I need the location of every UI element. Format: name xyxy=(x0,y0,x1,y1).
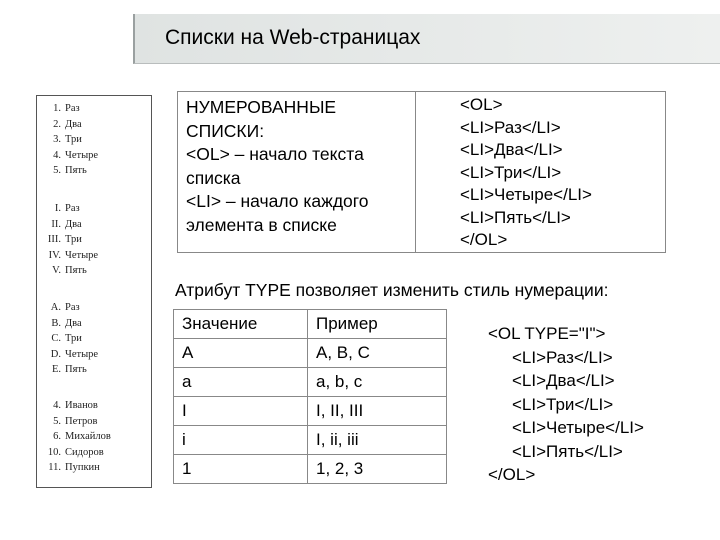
table-cell: 1 xyxy=(174,455,308,484)
table-cell: a xyxy=(174,368,308,397)
code-line: <LI>Пять</LI> xyxy=(460,207,571,227)
table-cell: A, B, C xyxy=(308,339,447,368)
code-line: <LI>Три</LI> xyxy=(460,162,562,182)
list-item: III. Три xyxy=(47,234,82,245)
list-item: II. Два xyxy=(51,218,82,230)
table-row xyxy=(174,426,447,455)
table-header-row xyxy=(174,310,447,339)
code-line: <OL> xyxy=(460,95,503,114)
list-item: 5. Петров xyxy=(53,415,98,427)
list-item: 4. Иванов xyxy=(53,400,98,411)
table-header-cell: Пример xyxy=(308,310,447,339)
code-line: <OL TYPE="I"> xyxy=(488,324,606,343)
list-item: A. Раз xyxy=(50,302,80,313)
table-row xyxy=(174,455,447,484)
sample-list-arabic xyxy=(37,101,151,179)
sample-list-roman xyxy=(37,201,151,279)
code-line: <LI>Три</LI> xyxy=(512,394,614,414)
description-line: списка xyxy=(186,167,241,188)
code-line: <LI>Четыре</LI> xyxy=(512,418,644,437)
description-box xyxy=(177,91,415,253)
list-item: D. Четыре xyxy=(50,348,99,360)
list-item: 3. Три xyxy=(53,134,82,145)
list-item: I. Раз xyxy=(54,203,80,214)
code-line: <LI>Четыре</LI> xyxy=(460,185,592,204)
list-item: 6. Михайлов xyxy=(53,431,111,442)
sample-list-alpha xyxy=(37,300,151,378)
table-cell: A xyxy=(174,339,308,368)
table-row xyxy=(174,397,447,426)
list-item: B. Два xyxy=(51,317,82,329)
code-example-box xyxy=(415,91,666,253)
list-item: 11. Пупкин xyxy=(48,462,100,473)
list-item: 5. Пять xyxy=(53,165,87,176)
code-line: <LI>Два</LI> xyxy=(512,371,615,390)
code-line: <LI>Раз</LI> xyxy=(460,117,561,137)
table-cell: 1, 2, 3 xyxy=(308,455,447,484)
sample-lists-image xyxy=(36,95,152,488)
title-bar xyxy=(133,14,720,64)
table-cell: I, ii, iii xyxy=(308,426,447,455)
code-line: <LI>Два</LI> xyxy=(460,140,563,159)
list-item: 10. Сидоров xyxy=(47,446,104,458)
description-line: СПИСКИ: xyxy=(186,120,265,141)
list-item: C. Три xyxy=(51,333,82,344)
table-row xyxy=(174,339,447,368)
description-line: элемента в списке xyxy=(186,214,337,235)
description-line: <LI> – начало каждого xyxy=(186,191,369,211)
table-cell: I xyxy=(174,397,308,426)
list-item: V. Пять xyxy=(52,265,87,276)
table-cell: I, II, III xyxy=(308,397,447,426)
table-cell: i xyxy=(174,426,308,455)
list-item: 4. Четыре xyxy=(53,149,99,161)
type-values-table xyxy=(173,309,447,484)
code-example-type xyxy=(488,322,644,487)
page-title: Списки на Web-страницах xyxy=(165,26,421,49)
table-header-cell: Значение xyxy=(174,310,308,339)
sample-list-names xyxy=(37,398,151,476)
code-line: </OL> xyxy=(460,230,508,249)
table-row xyxy=(174,368,447,397)
list-item: 2. Два xyxy=(53,118,82,130)
list-item: E. Пять xyxy=(51,364,87,375)
table-cell: a, b, c xyxy=(308,368,447,397)
code-line: <LI>Раз</LI> xyxy=(512,347,613,367)
type-attribute-caption: Атрибут TYPE позволяет изменить стиль нумерации: xyxy=(175,280,609,300)
description-line: <OL> – начало текста xyxy=(186,144,364,164)
code-line: <LI>Пять</LI> xyxy=(512,441,623,461)
code-line: </OL> xyxy=(488,465,536,484)
description-line: НУМЕРОВАННЫЕ xyxy=(186,97,337,117)
list-item: IV. Четыре xyxy=(48,249,99,261)
list-item: 1. Раз xyxy=(53,103,80,114)
